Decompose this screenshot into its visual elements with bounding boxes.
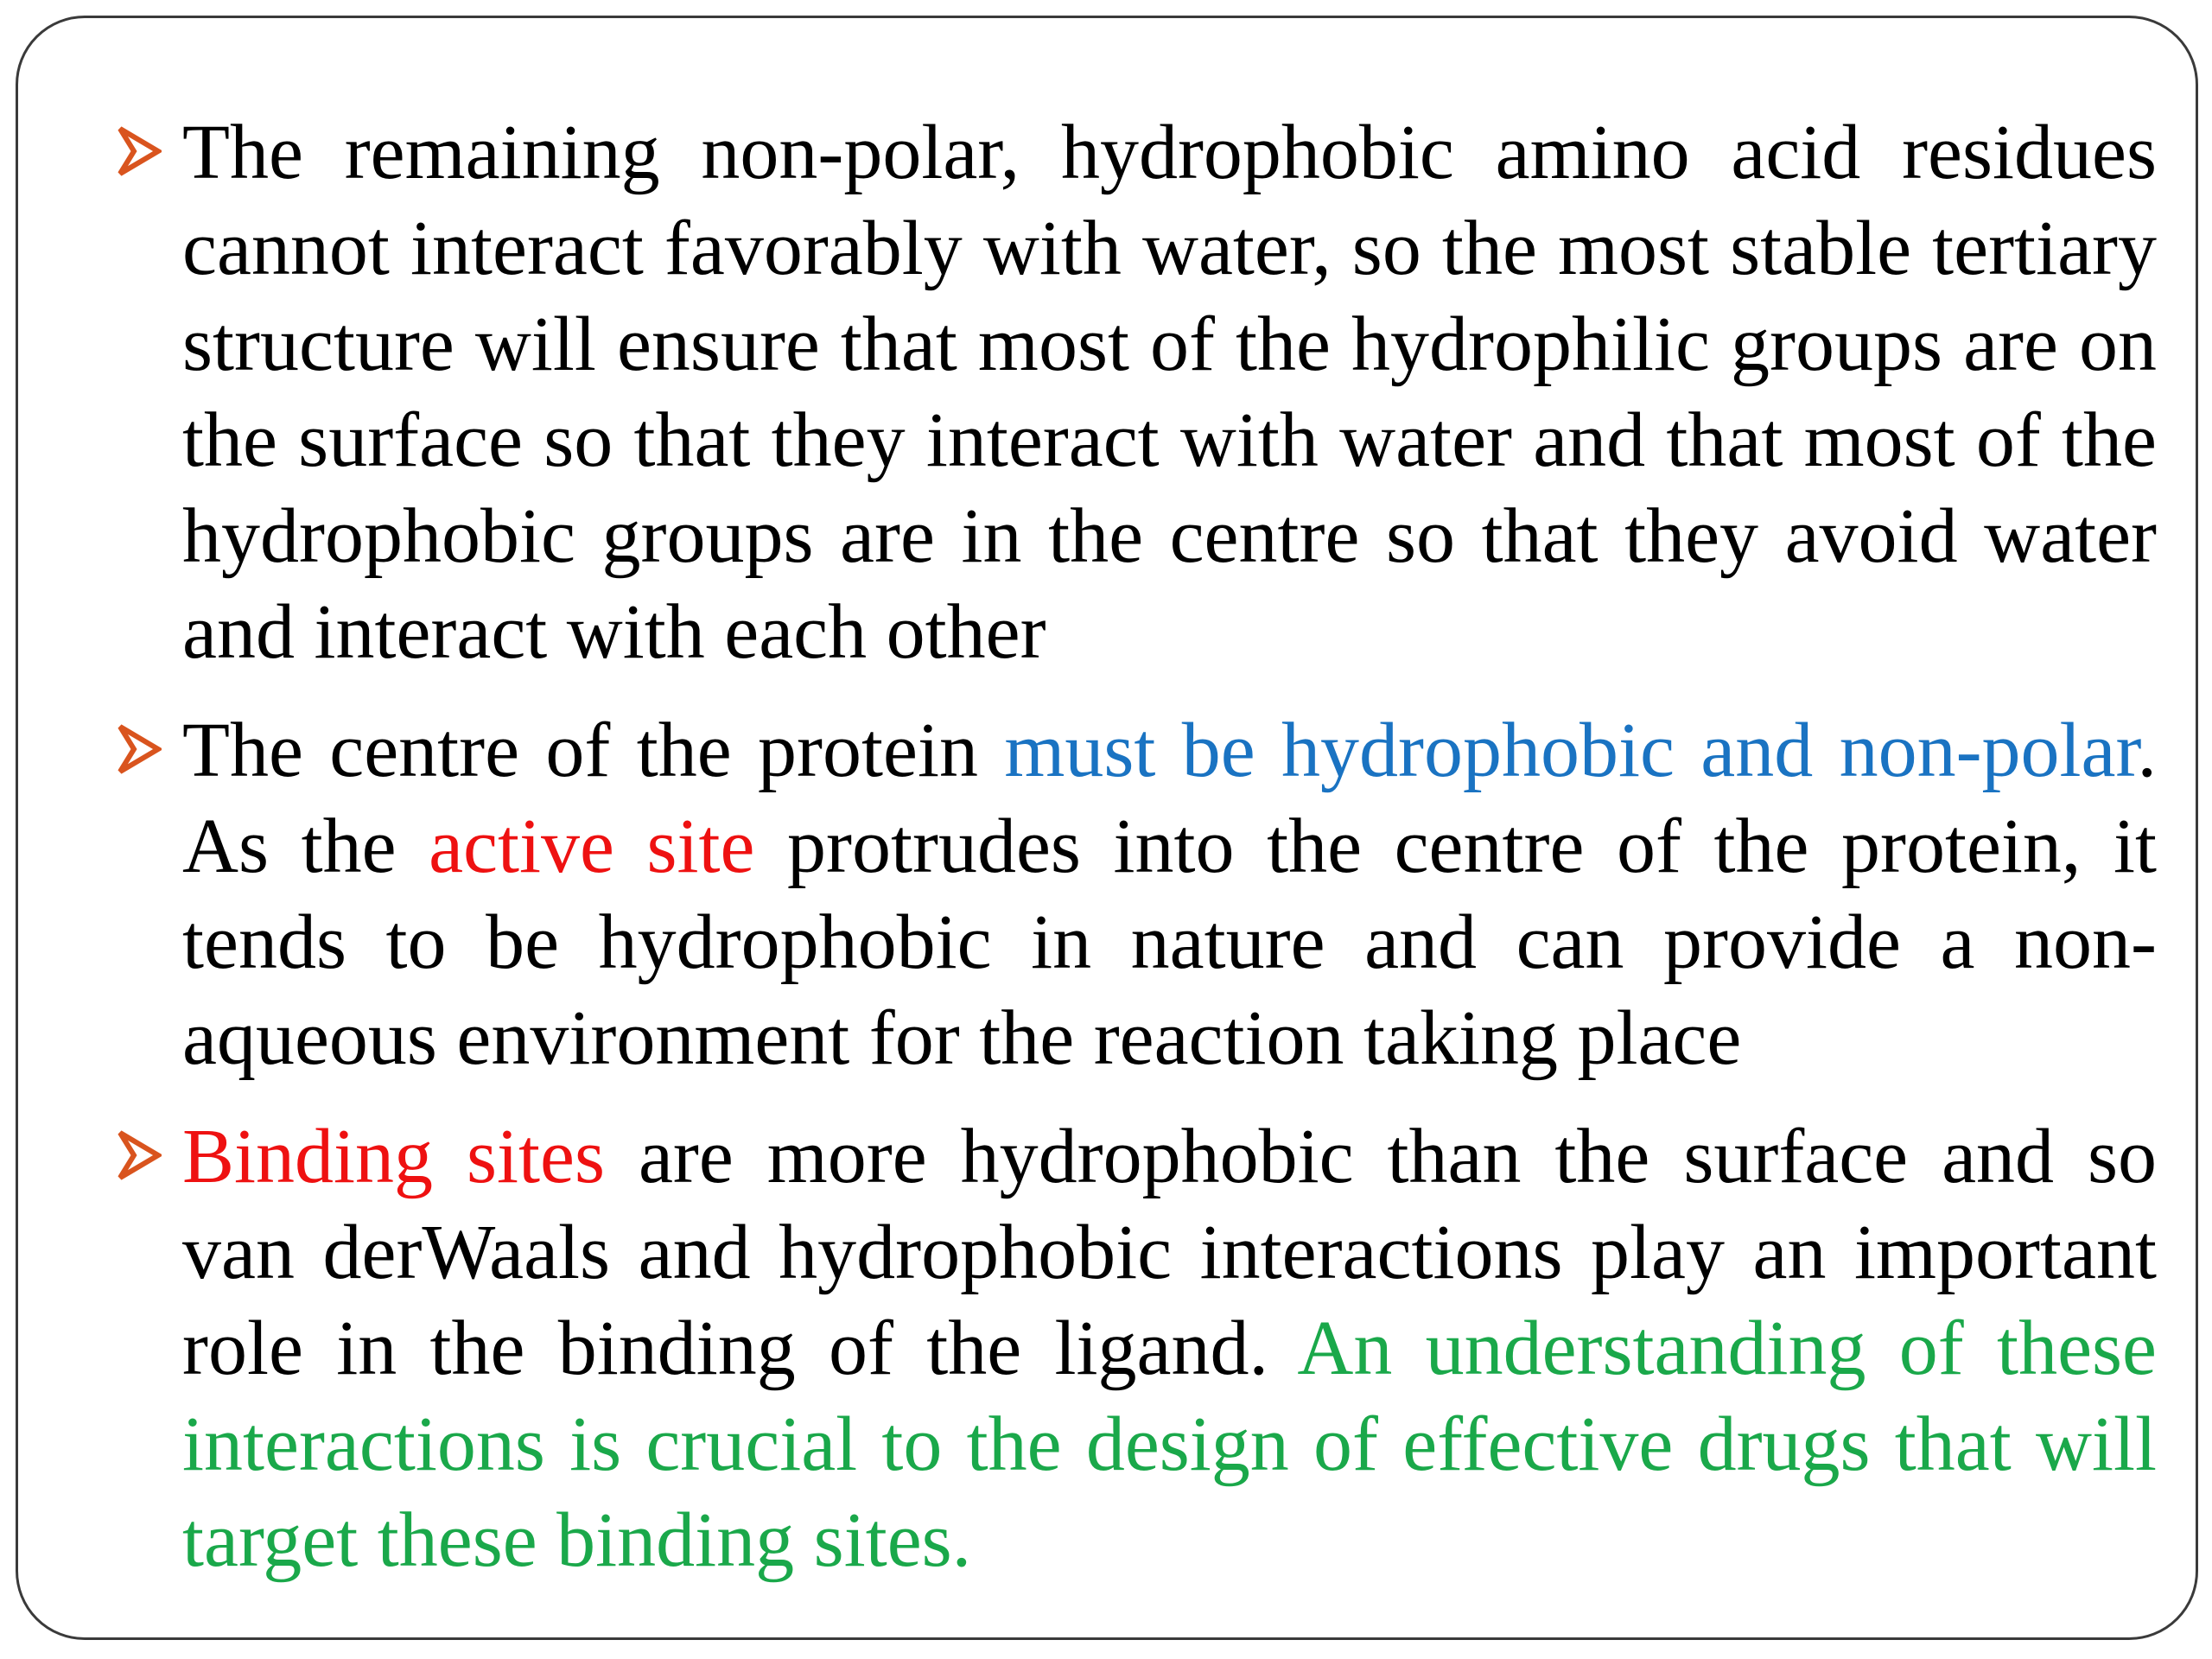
highlighted-text-red: Binding sites (182, 1114, 605, 1199)
arrowhead-bullet-icon (117, 1129, 162, 1181)
bullet-text-segment: The remaining non-polar, hydrophobic amino acid residues cannot interact favorably with water, so the most stable tertiary structure will ensure that most of the hydrophilic groups are on the surface so that they interact with water and that most of the hydrophobic groups are in the centre so that they avoid water and interact with each other (182, 110, 2157, 675)
bullet-item (113, 105, 2157, 680)
bullet-item (113, 1109, 2157, 1588)
bullet-text-segment: The centre of the protein (182, 708, 1005, 793)
arrowhead-bullet-icon (117, 125, 162, 177)
highlighted-text-green: An understanding of these interactions is crucial to the design of effective drugs that will target these binding sites. (182, 1306, 2157, 1583)
bullet-text-segment: . As the (182, 708, 2157, 889)
highlighted-text-red: active site (429, 804, 755, 889)
bullet-text-segment: protrudes into the centre of the protein, it tends to be hydrophobic in nature and can provide a non-aqueous environment for the reaction taking place (182, 804, 2157, 1081)
bullet-item (113, 702, 2157, 1086)
bullet-text-segment: are more hydrophobic than the surface and so van derWaals and hydrophobic interactions play an important role in the binding of the ligand. (182, 1114, 2157, 1391)
bullet-list (113, 105, 2157, 1611)
highlighted-text-blue: must be hydrophobic and non-polar (1004, 708, 2138, 793)
slide-frame (16, 16, 2198, 1640)
arrowhead-bullet-icon (117, 723, 162, 775)
